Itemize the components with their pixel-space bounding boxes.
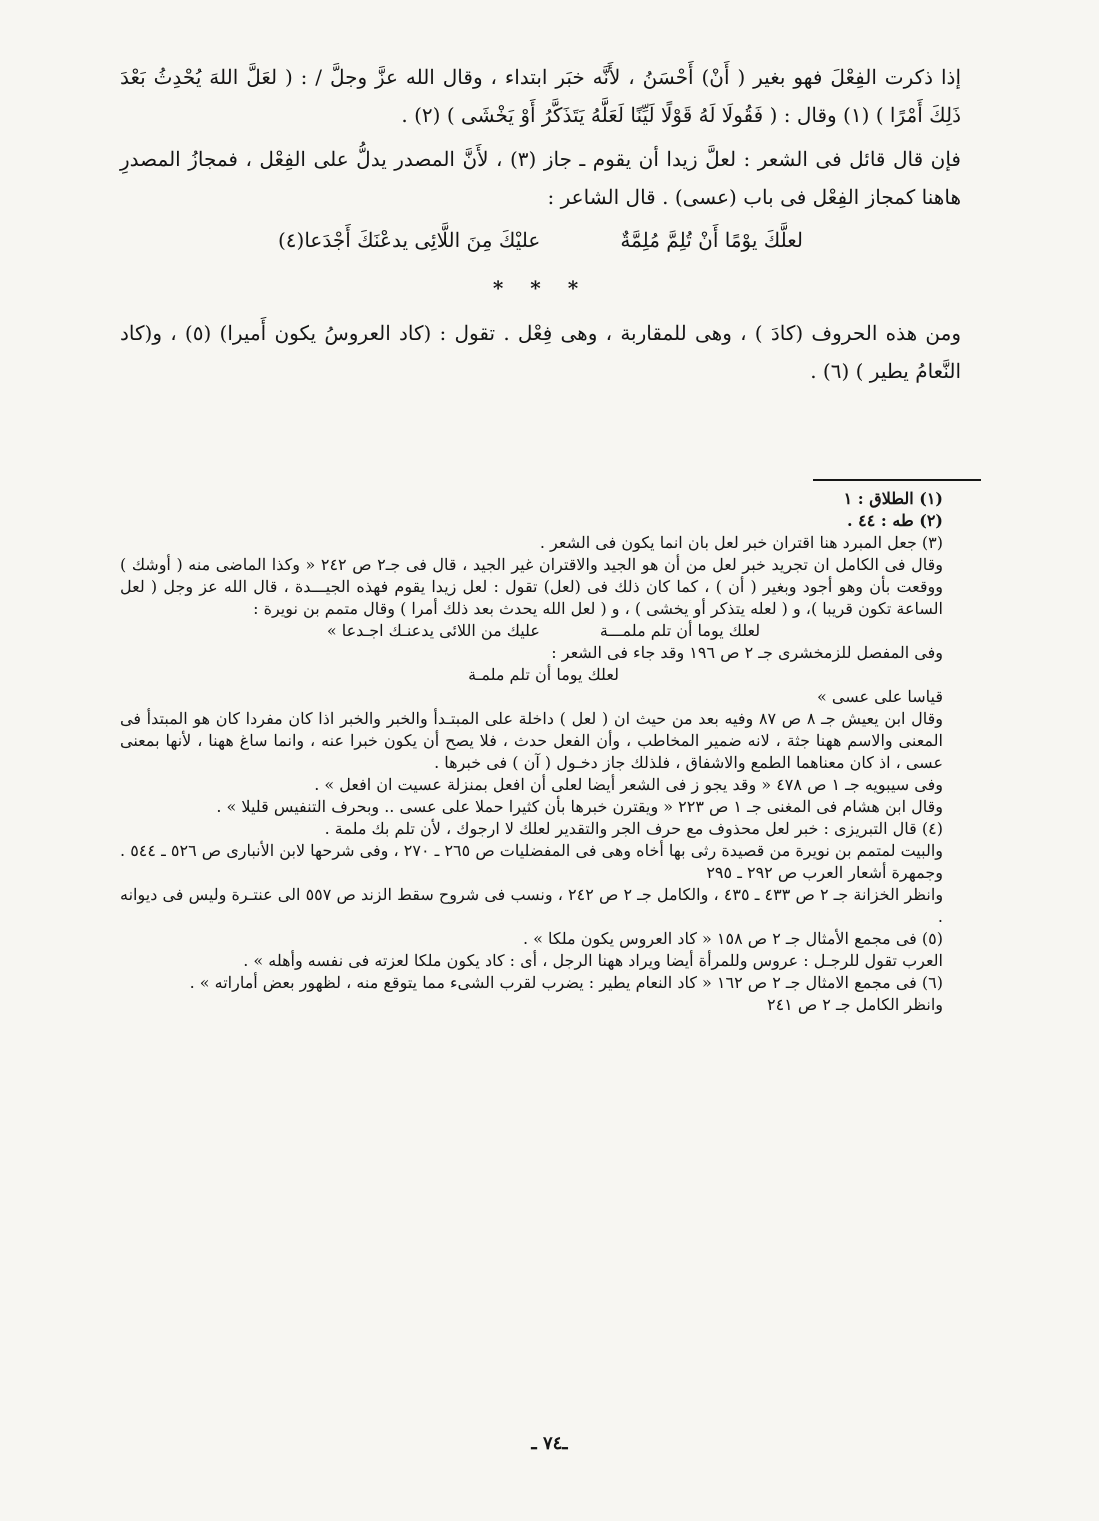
footnote-verse-second: عليك من اللائى يدعنـك اجـدعا »	[326, 621, 540, 640]
footnotes	[120, 488, 967, 1016]
footnote-3-line: وفى سيبويه جـ ١ ص ٤٧٨ « وقد يجو ز فى الشعر أيضا لعلى أن افعل بمنزلة عسيت ان افعل » .	[314, 775, 943, 794]
footnote-3-line: وقال فى الكامل ان تجريد خبر لعل من أن هو الجيد والاقتران غير الجيد ، قال فى جـ٢ ص ٢٤٢ « وكذا الماضى منه ( أوشك ) ووقعت بأن وهو أجود وبغير ( أن ) ، كما كان ذلك فى (لعل) تقول : لعل زيدا يقوم فهذه الجيـــدة ، قال الله عز وجل ( لعل الساعة تكون قريبا )، و ( لعله يتذكر أو يخشى ) ، و ( لعل الله يحدث بعد ذلك أمرا ) وقال متمم بن نويرة :	[120, 555, 943, 618]
footnote-3-line: (٣) جعل المبرد هنا اقتران خبر لعل بان انما يكون فى الشعر .	[539, 533, 943, 552]
page-number: ـ٧٤ ـ	[531, 1433, 568, 1454]
footnote-3-line: قياسا على عسى »	[816, 687, 943, 706]
main-text	[120, 58, 961, 390]
footnote-3-verse-2	[120, 664, 967, 686]
verse-second-hemistich: عليْكَ مِنَ اللَّائِى يدعْنَكَ أَجْدَعا(٤)	[277, 228, 541, 252]
paragraph-2: فإن قال قائل فى الشعر : لعلَّ زيدا أن يقوم ـ جاز (٣) ، لأَنَّ المصدر يدلُّ على الفِعْل ، فمجازُ المصدرِ هاهنا كمجاز الفِعْل فى باب (عسى) . قال الشاعر :	[120, 147, 961, 209]
footnote-4-line: والبيت لمتمم بن نويرة من قصيدة رثى بها أخاه وهى فى المفضليات ص ٢٦٥ ـ ٢٧٠ ، وفى شرحها لابن الأنبارى ص ٥٢٦ ـ ٥٤٤ . وجمهرة أشعار العرب ص ٢٩٢ ـ ٢٩٥	[120, 841, 944, 882]
footnote-3-line: وفى المفصل للزمخشرى جـ ٢ ص ١٩٦ وقد جاء فى الشعر :	[551, 643, 943, 662]
footnote-3-line: وقال ابن يعيش جـ ٨ ص ٨٧ وفيه بعد من حيث ان ( لعل ) داخلة على المبتـدأ والخبر والخبر اذا كان مفردا كان هو المبتدأ فى المعنى والاسم ههنا جثة ، لانه ضمير المخاطب ، وأن الفعل حدث ، فلا يصح أن يكون خبرا عنه ، وانما ساغ ههنا ، لأنها بمعنى عسى ، اذ كان معناهما الطمع والاشفاق ، فلذلك جاز دخـول ( آن ) فى خبرها .	[120, 709, 944, 772]
footnote-5-line: العرب تقول للرجـل : عروس وللمرأة أيضا ويراد ههنا الرجل ، أى : كاد يكون ملكا لعزته فى نفسه وأهله » .	[243, 951, 943, 970]
footnote-6-line: (٦) فى مجمع الامثال جـ ٢ ص ١٦٢ « كاد النعام يطير : يضرب لقرب الشىء مما يتوقع منه ، لظهور بعض أماراته » .	[189, 973, 943, 992]
footnote-verse-first: لعلك يوما أن تلم ملمـــة	[599, 621, 761, 640]
footnote-rule	[813, 479, 981, 481]
section-separator: * * *	[492, 276, 589, 300]
footnote-5-line: (٥) فى مجمع الأمثال جـ ٢ ص ١٥٨ « كاد العروس يكون ملكا » .	[523, 929, 943, 948]
footnote-3-verse	[120, 620, 967, 642]
footnote-6-line: وانظر الكامل جـ ٢ ص ٢٤١	[766, 995, 943, 1014]
paragraph-1: إذا ذكرت الفِعْلَ فهو بغير ( أَنْ) أَحْسَنُ ، لأَنَّه خبَر ابتداء ، وقال الله عزَّ وجلَّ / : ( لعَلَّ اللهَ يُحْدِثُ بَعْدَ ذَلِكَ أَمْرًا ) (١) وقال : ( فَقُولَا لَهُ قَوْلًا لَيِّنًا لَعَلَّهُ يَتَذَكَّرُ أَوْ يَخْشَى ) (٢) .	[120, 65, 961, 127]
footnote-4-line: وانظر الخزانة جـ ٢ ص ٤٣٣ ـ ٤٣٥ ، والكامل جـ ٢ ص ٢٤٢ ، ونسب فى شروح سقط الزند ص ٥٥٧ الى عنتـرة وليس فى ديوانه .	[120, 885, 944, 926]
footnote-2: (٢) طه : ٤٤ .	[847, 511, 943, 530]
footnote-3-line: وقال ابن هشام فى المغنى جـ ١ ص ٢٢٣ « ويقترن خبرها بأن كثيرا حملا على عسى .. وبحرف التنفيس قليلا » .	[216, 797, 943, 816]
poem-verse	[120, 220, 961, 260]
paragraph-3: ومن هذه الحروف (كادَ ) ، وهى للمقاربة ، وهى فِعْل . تقول : (كاد العروسُ يكون أَميرا) (٥) ، و(كاد النَّعامُ يطير ) (٦) .	[120, 321, 961, 383]
verse-first-hemistich: لعلَّكَ يوْمًا أَنْ تُلِمَّ مُلِمَّةٌ	[620, 228, 804, 252]
footnote-1: (١) الطلاق : ١	[843, 489, 943, 508]
footnote-4-line: (٤) قال التبريزى : خبر لعل محذوف مع حرف الجر والتقدير لعلك لا ارجوك ، لأن تلم بك ملمة .	[324, 819, 943, 838]
footnote-verse-line: لعلك يوما أن تلم ملمـة	[468, 665, 619, 684]
